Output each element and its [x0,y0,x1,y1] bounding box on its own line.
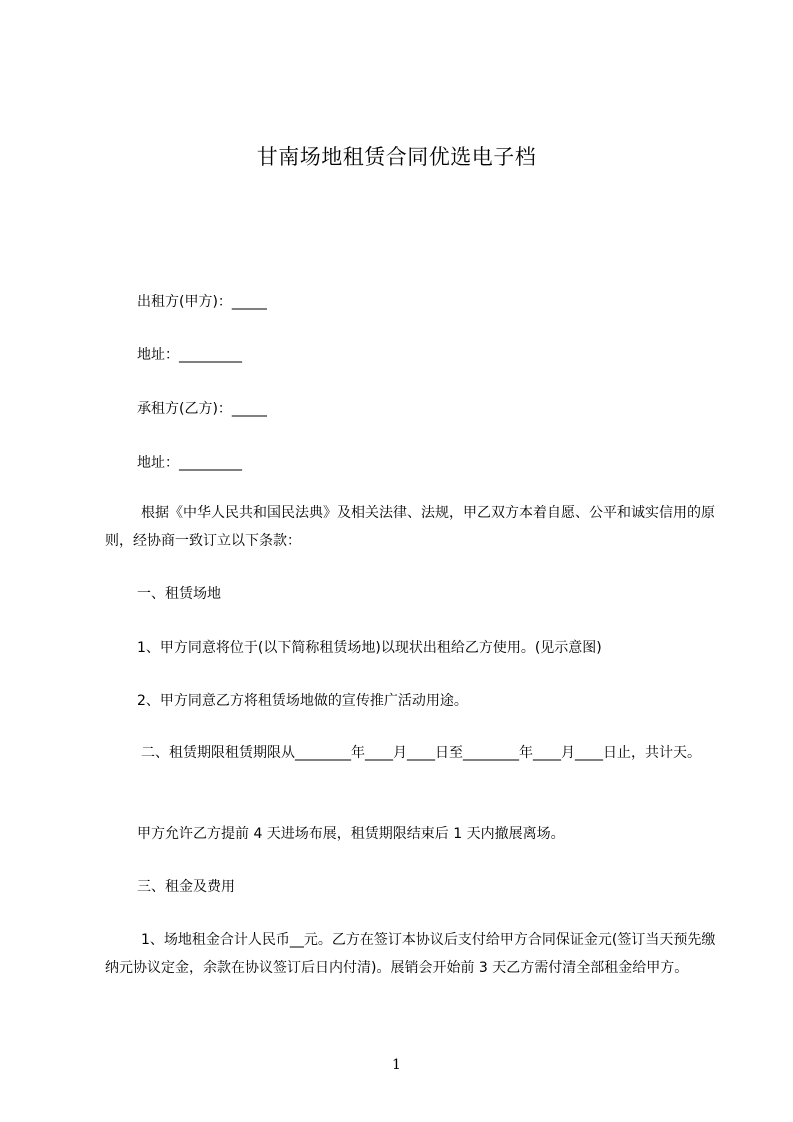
section3-heading: 三、租金及费用 [137,879,235,895]
lessee-address-line: 地址：_________ [137,455,242,471]
preamble-paragraph [105,499,720,555]
section1-item1: 1、甲方同意将位于(以下简称租赁场地)以现状出租给乙方使用。(见示意图) [137,640,602,656]
section1-item2: 2、甲方同意乙方将租赁场地做的宣传推广活动用途。 [137,693,468,709]
section3-item1-paragraph [105,926,720,982]
section3-item1-text: 1、场地租金合计人民币__元。乙方在签订本协议后支付给甲方合同保证金元(签订当天预先缴纳元协议定金，余款在协议签订后日内付清)。展销会开始前 3 天乙方需付清全部租金给甲方。 [105,932,716,976]
page-number: 1 [392,1057,401,1073]
lessor-address-line: 地址：_________ [137,347,242,363]
document-title: 甘南场地租赁合同优选电子档 [256,145,537,169]
section2-paragraph [105,739,720,767]
lessee-line: 承租方(乙方)：_____ [137,401,267,417]
preamble-text: 根据《中华人民共和国民法典》及相关法律、法规，甲乙双方本着自愿、公平和诚实信用的原则，经协商一致订立以下条款： [105,505,715,549]
lessor-line: 出租方(甲方)：_____ [137,294,267,310]
section2-text: 二、租赁期限租赁期限从________年____月____日至________年____月____日止，共计天。 [141,745,701,761]
section2-note: 甲方允许乙方提前 4 天进场布展，租赁期限结束后 1 天内撤展离场。 [137,826,565,842]
section1-heading: 一、租赁场地 [137,586,221,602]
